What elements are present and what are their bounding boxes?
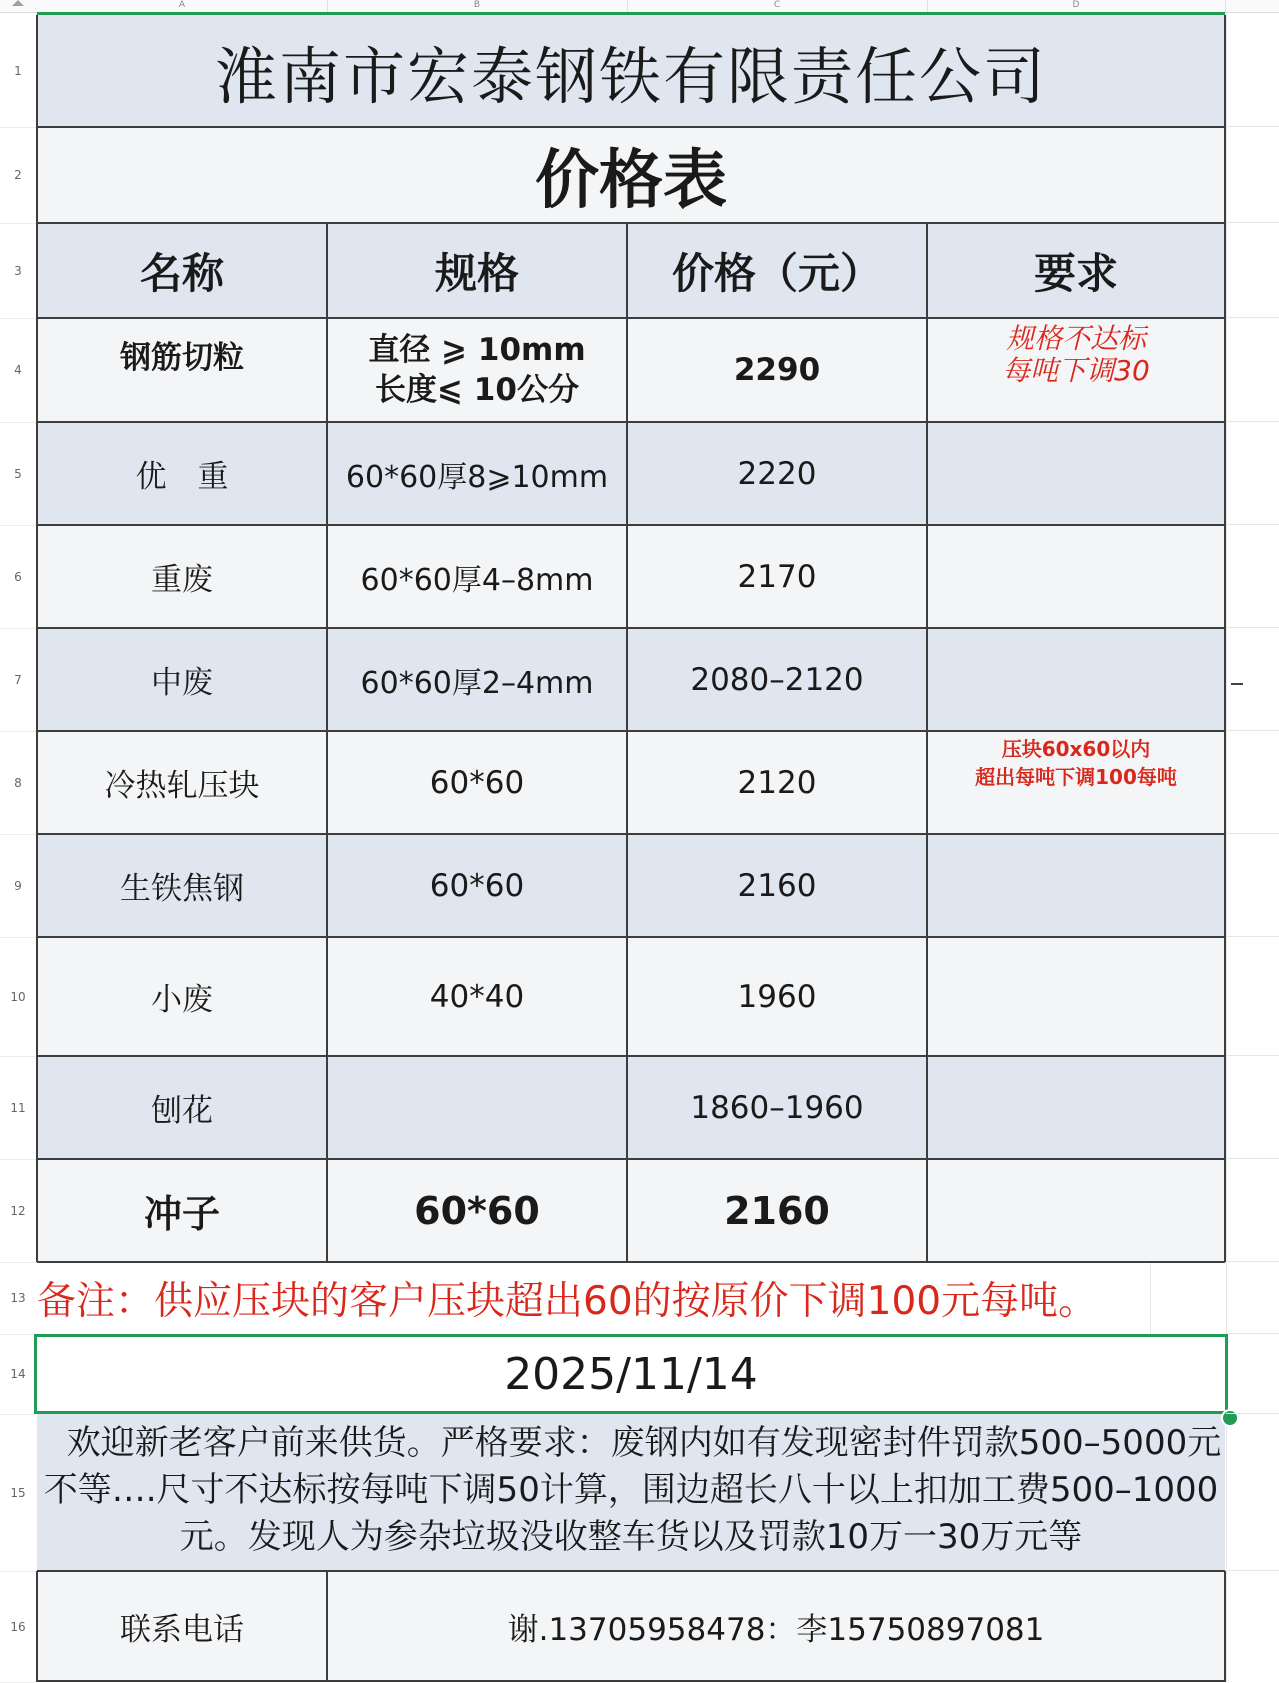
contact-label[interactable]: 联系电话 — [120, 1612, 244, 1648]
grid-line — [1226, 222, 1279, 223]
row-price[interactable]: 1960 — [737, 978, 817, 1015]
row-spec[interactable]: 60*60厚8⩾10mm — [345, 459, 609, 495]
row-spec[interactable]: 60*60 — [429, 867, 525, 904]
fill-handle-dash — [1231, 683, 1243, 685]
requirement-line: 规格不达标 — [1005, 322, 1146, 355]
grid-line — [1226, 1158, 1279, 1159]
row-price[interactable]: 2160 — [737, 867, 817, 904]
row-name[interactable]: 刨花 — [151, 1093, 213, 1129]
contact-phone[interactable]: 谢.13705958478：李15750897081 — [507, 1612, 1045, 1648]
column-header-a[interactable]: A — [37, 0, 328, 12]
grid-line — [1226, 524, 1279, 525]
row-name[interactable]: 生铁焦钢 — [120, 871, 244, 907]
spec-line: 直径 ⩾ 10mm — [368, 332, 586, 368]
row-header-9[interactable]: 9 — [0, 834, 36, 938]
row-header-6[interactable]: 6 — [0, 525, 36, 629]
row-price[interactable]: 2160 — [724, 1188, 830, 1233]
grid-line — [1226, 833, 1279, 834]
row-requirement[interactable] — [927, 1056, 1225, 1159]
row-requirement[interactable] — [927, 525, 1225, 628]
row-requirement[interactable] — [927, 731, 1225, 834]
header-price[interactable]: 价格（元） — [671, 248, 882, 298]
price-note[interactable]: 备注：供应压块的客户压块超出60的按原价下调100元每吨。 — [37, 1279, 1098, 1324]
row-price[interactable]: 2080–2120 — [690, 661, 864, 698]
header-spec[interactable]: 规格 — [434, 248, 519, 298]
row-header-4[interactable]: 4 — [0, 318, 36, 423]
row-header-3[interactable]: 3 — [0, 223, 36, 319]
row-header-5[interactable]: 5 — [0, 422, 36, 526]
header-requirement[interactable]: 要求 — [1033, 248, 1118, 298]
row-requirement[interactable] — [927, 318, 1225, 422]
grid-line — [1226, 421, 1279, 422]
header-name[interactable]: 名称 — [139, 248, 224, 298]
row-price[interactable]: 2120 — [737, 764, 817, 801]
row-spec[interactable]: 60*60 — [429, 764, 525, 801]
row-spec[interactable]: 40*40 — [429, 978, 525, 1015]
row-header-14[interactable]: 14 — [0, 1334, 36, 1415]
grid-line — [1226, 730, 1279, 731]
row-header-10[interactable]: 10 — [0, 937, 36, 1057]
row-price[interactable]: 1860–1960 — [690, 1089, 864, 1126]
row-header-15[interactable]: 15 — [0, 1414, 36, 1572]
row-name[interactable]: 冷热轧压块 — [104, 768, 260, 804]
row-spec[interactable]: 60*60 — [414, 1188, 540, 1233]
sheet-title[interactable]: 价格表 — [535, 144, 727, 218]
grid-line — [1226, 0, 1227, 1682]
column-header-c[interactable]: C — [627, 0, 928, 12]
row-header-8[interactable]: 8 — [0, 731, 36, 835]
row-header-16[interactable]: 16 — [0, 1571, 36, 1683]
row-name[interactable]: 冲子 — [143, 1192, 220, 1236]
requirement-line: 压块60x60以内 — [1001, 737, 1151, 761]
row-spec[interactable] — [327, 1056, 627, 1159]
date-cell[interactable]: 2025/11/14 — [34, 1334, 1228, 1414]
supply-notice[interactable] — [37, 1414, 1225, 1571]
row-price[interactable]: 2290 — [733, 352, 821, 388]
row-price[interactable]: 2170 — [737, 558, 817, 595]
row-header-1[interactable]: 1 — [0, 15, 36, 128]
row-name[interactable]: 钢筋切粒 — [120, 340, 244, 376]
row-header-7[interactable]: 7 — [0, 628, 36, 732]
company-name[interactable]: 淮南市宏泰钢铁有限责任公司 — [214, 39, 1047, 113]
row-spec[interactable]: 60*60厚2–4mm — [360, 665, 594, 701]
row-header-2[interactable]: 2 — [0, 127, 36, 224]
row-name[interactable]: 中废 — [151, 665, 213, 701]
grid-line — [1226, 317, 1279, 318]
notice-text: 欢迎新老客户前来供货。严格要求：废钢内如有发现密封件罚款500–5000元不等….尺寸不达标按每吨下调50计算，围边超长八十以上扣加工费500–1000元。发现人为参杂垃圾没收整车货以及罚款10万一30万元等 — [43, 1423, 1222, 1557]
requirement-line: 超出每吨下调100每吨 — [975, 765, 1177, 789]
row-name[interactable]: 重废 — [151, 562, 213, 598]
row-header-12[interactable]: 12 — [0, 1159, 36, 1263]
row-spec[interactable]: 60*60厚4–8mm — [360, 562, 594, 598]
row-name[interactable]: 优 重 — [135, 459, 229, 495]
row-price[interactable]: 2220 — [737, 455, 817, 492]
row-name[interactable]: 小废 — [151, 982, 213, 1018]
grid-line — [1226, 936, 1279, 937]
requirement-line: 每吨下调30 — [1002, 354, 1150, 387]
row-requirement[interactable] — [927, 1159, 1225, 1262]
spec-line: 长度⩽ 10公分 — [375, 372, 579, 408]
grid-line — [1226, 126, 1279, 127]
grid-line — [1226, 627, 1279, 628]
row-header-11[interactable]: 11 — [0, 1056, 36, 1160]
row-requirement[interactable] — [927, 422, 1225, 525]
row-requirement[interactable] — [927, 937, 1225, 1056]
column-header-d[interactable]: D — [927, 0, 1226, 12]
column-header-b[interactable]: B — [327, 0, 628, 12]
grid-line — [1226, 1333, 1279, 1334]
row-spec[interactable] — [327, 318, 627, 422]
grid-line — [1226, 1570, 1279, 1571]
grid-line — [1226, 1413, 1279, 1414]
grid-line — [1226, 1261, 1279, 1262]
row-requirement[interactable] — [927, 628, 1225, 731]
select-all-corner[interactable] — [12, 0, 24, 6]
row-header-13[interactable]: 13 — [0, 1262, 36, 1335]
row-requirement[interactable] — [927, 834, 1225, 937]
grid-line — [1226, 1055, 1279, 1056]
